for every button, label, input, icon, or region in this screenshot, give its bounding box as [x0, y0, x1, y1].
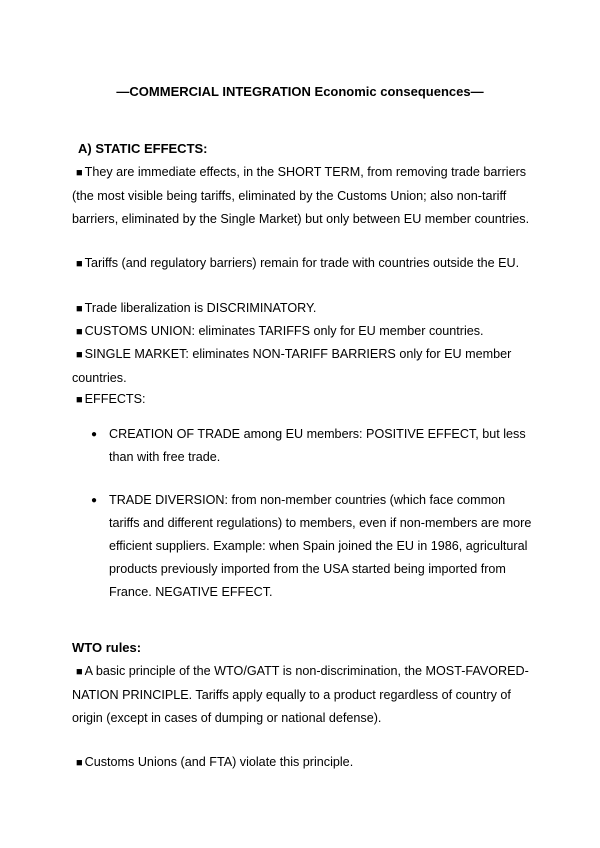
- static-item: ■ Tariffs (and regulatory barriers) remain for trade with countries outside the EU.: [76, 256, 520, 270]
- static-item: ■ Trade liberalization is DISCRIMINATORY.: [76, 301, 317, 315]
- static-item: ■ CUSTOMS UNION: eliminates TARIFFS only for EU member countries.: [76, 324, 484, 338]
- square-bullet-icon: ■: [76, 757, 83, 769]
- square-bullet-icon: ■: [76, 666, 83, 678]
- static-item: ■ EFFECTS:: [76, 392, 146, 406]
- static-item: ■ They are immediate effects, in the SHORT TERM, from removing trade barriers (the most visible being tariffs, eliminated by the Customs Union; also non-tariff barriers, eliminated by the Single Market) but only between EU member countries.: [72, 165, 530, 226]
- square-bullet-icon: ■: [76, 303, 83, 315]
- static-effects-heading: A) STATIC EFFECTS:: [78, 141, 208, 156]
- effects-list: [72, 423, 532, 469]
- effects-list-item: ● CREATION OF TRADE among EU members: POSITIVE EFFECT, but less than with free trade.: [72, 423, 532, 469]
- wto-rules-heading: WTO rules:: [72, 640, 142, 655]
- square-bullet-icon: ■: [76, 326, 83, 338]
- static-item: ■ SINGLE MARKET: eliminates NON-TARIFF BARRIERS only for EU member countries.: [72, 347, 512, 385]
- round-bullet-icon: ●: [91, 495, 98, 506]
- square-bullet-icon: ■: [76, 258, 83, 270]
- square-bullet-icon: ■: [76, 167, 83, 179]
- effects-list-item: ● TRADE DIVERSION: from non-member countries (which face common tariffs and different regulations) to members, even if non-members are more efficient suppliers. Example: when Spain joined the EU in 1986, agricultural products previously imported from the USA started being imported from France. NEGATIVE EFFECT.: [72, 489, 532, 604]
- effects-list: [72, 489, 532, 604]
- document-title: —COMMERCIAL INTEGRATION Economic consequences—: [116, 84, 484, 99]
- wto-item: ■ Customs Unions (and FTA) violate this principle.: [76, 755, 354, 769]
- square-bullet-icon: ■: [76, 349, 83, 361]
- round-bullet-icon: ●: [91, 429, 98, 440]
- wto-item: ■ A basic principle of the WTO/GATT is non-discrimination, the MOST-FAVORED-NATION PRINCIPLE. Tariffs apply equally to a product regardless of country of origin (except in cases of dumping or national defense).: [72, 664, 529, 725]
- square-bullet-icon: ■: [76, 394, 83, 406]
